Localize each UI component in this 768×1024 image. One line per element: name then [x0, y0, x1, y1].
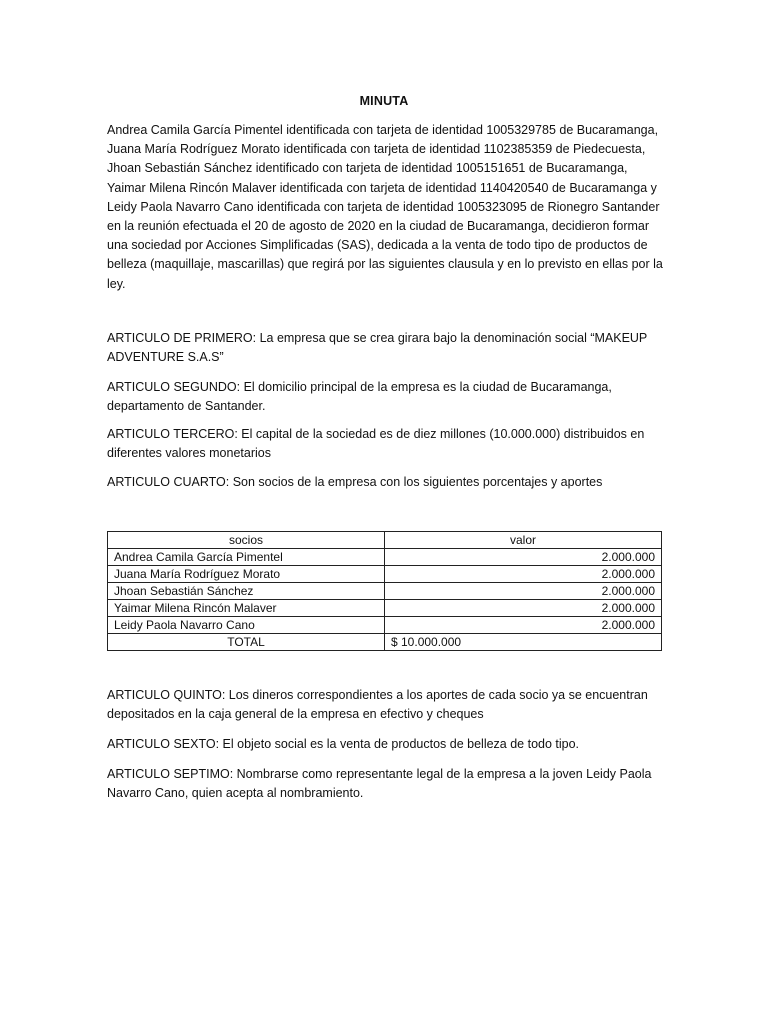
article-sexto: ARTICULO SEXTO: El objeto social es la venta de productos de belleza de todo tipo.: [107, 737, 580, 751]
partner-name: Juana María Rodríguez Morato: [108, 566, 385, 583]
table-total-row: [108, 634, 662, 651]
partner-value: 2.000.000: [385, 549, 662, 566]
partners-table: [107, 531, 662, 651]
table-row: [108, 617, 662, 634]
table-row: [108, 566, 662, 583]
table-row: [108, 583, 662, 600]
partner-value: 2.000.000: [385, 617, 662, 634]
intro-paragraph: Andrea Camila García Pimentel identificada con tarjeta de identidad 1005329785 de Bucaramanga, Juana María Rodríguez Morato identificada con tarjeta de identidad 1102385359 de Piedecuesta, Jhoan Sebastián Sánchez identificado con tarjeta de identidad 1005151651 de Bucaramanga, Yaimar Milena Rincón Malaver identificada con tarjeta de identidad 1140420540 de Bucaramanga y Leidy Paola Navarro Cano identificada con tarjeta de identidad 1005323095 de Rionegro Santander en la reunión efectuada el 20 de agosto de 2020 en la ciudad de Bucaramanga, decidieron formar una sociedad por Acciones Simplificadas (SAS), dedicada a la venta de todo tipo de productos de belleza (maquillaje, mascarillas) que regirá por las siguientes clausula y en lo previsto en ellas por la ley.: [107, 123, 663, 291]
total-label: TOTAL: [108, 634, 385, 651]
partner-name: Jhoan Sebastián Sánchez: [108, 583, 385, 600]
partner-value: 2.000.000: [385, 600, 662, 617]
article-cuarto: ARTICULO CUARTO: Son socios de la empresa con los siguientes porcentajes y aportes: [107, 475, 603, 489]
column-header-valor: valor: [385, 532, 662, 549]
partner-value: 2.000.000: [385, 566, 662, 583]
table-header-row: [108, 532, 662, 549]
partner-value: 2.000.000: [385, 583, 662, 600]
table-row: [108, 549, 662, 566]
partner-name: Leidy Paola Navarro Cano: [108, 617, 385, 634]
article-segundo: ARTICULO SEGUNDO: El domicilio principal de la empresa es la ciudad de Bucaramanga, departamento de Santander.: [107, 380, 612, 414]
table-row: [108, 600, 662, 617]
article-tercero: ARTICULO TERCERO: El capital de la sociedad es de diez millones (10.000.000) distribuidos en diferentes valores monetarios: [107, 427, 645, 461]
article-primero: ARTICULO DE PRIMERO: La empresa que se crea girara bajo la denominación social “MAKEUP ADVENTURE S.A.S”: [107, 331, 648, 365]
partner-name: Andrea Camila García Pimentel: [108, 549, 385, 566]
column-header-socios: socios: [108, 532, 385, 549]
total-value: $ 10.000.000: [385, 634, 662, 651]
article-quinto: ARTICULO QUINTO: Los dineros correspondientes a los aportes de cada socio ya se encuentran depositados en la caja general de la empresa en efectivo y cheques: [107, 688, 648, 722]
partner-name: Yaimar Milena Rincón Malaver: [108, 600, 385, 617]
document-title: MINUTA: [359, 94, 409, 108]
article-septimo: ARTICULO SEPTIMO: Nombrarse como representante legal de la empresa a la joven Leidy Paola Navarro Cano, quien acepta al nombramiento.: [107, 767, 652, 801]
